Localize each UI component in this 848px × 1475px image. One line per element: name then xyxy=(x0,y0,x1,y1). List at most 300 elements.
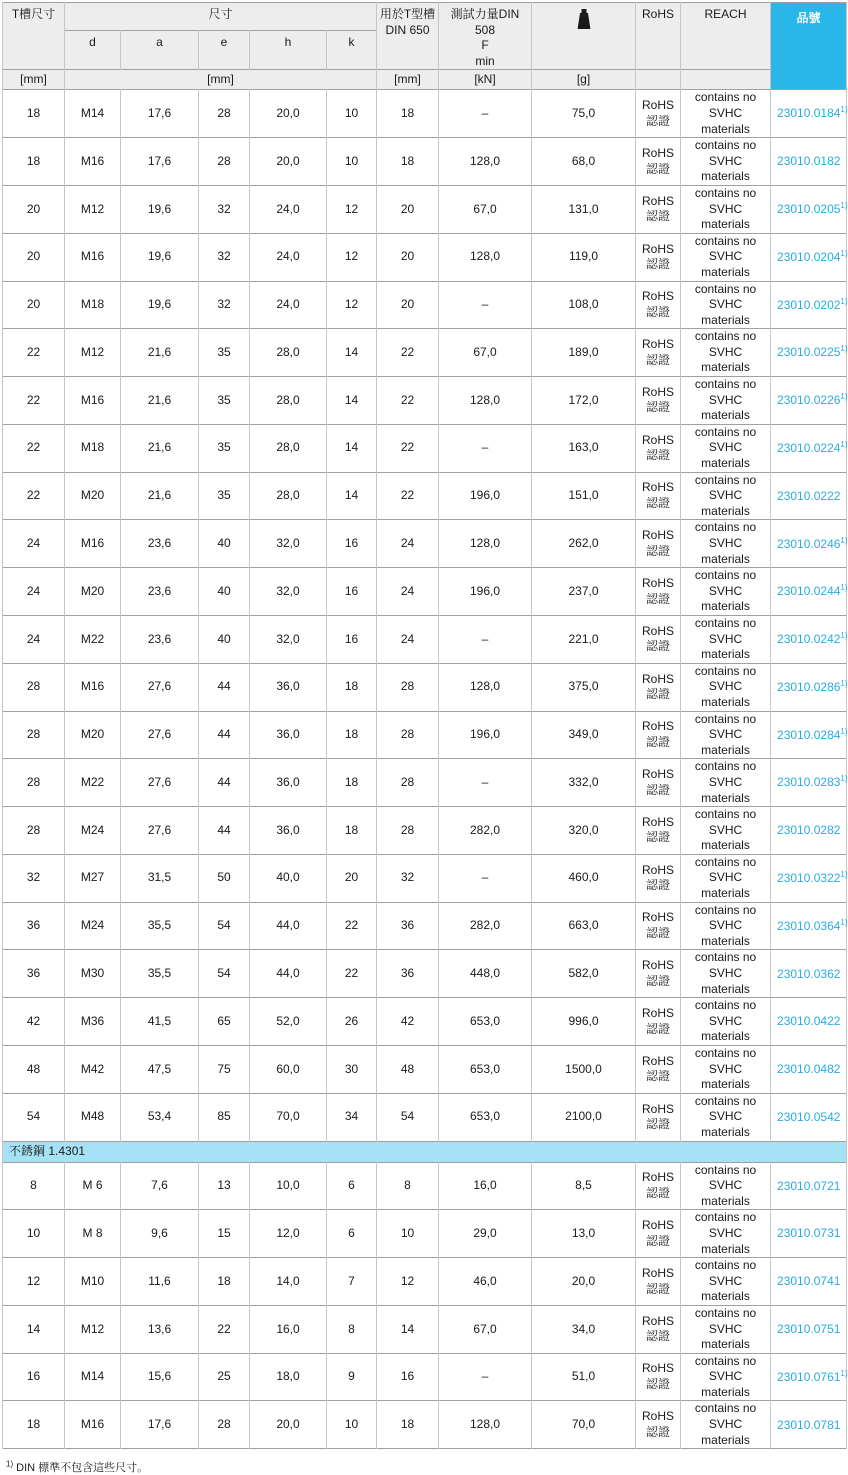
table-row xyxy=(3,233,847,281)
part-number[interactable]: 23010.0242 xyxy=(777,632,841,647)
section-header-row xyxy=(3,1141,847,1162)
cell-groove-size: 14 xyxy=(3,1305,65,1353)
cell-test-force: 282,0 xyxy=(439,902,532,950)
rohs-certified-label: RoHS xyxy=(642,384,675,399)
cell-rohs xyxy=(636,568,681,616)
cell-weight: 375,0 xyxy=(532,663,636,711)
part-number-link[interactable] xyxy=(771,281,847,329)
cell-e: 28 xyxy=(199,1401,250,1449)
cell-groove-size: 28 xyxy=(3,807,65,855)
cell-k: 10 xyxy=(327,90,377,138)
cell-weight: 663,0 xyxy=(532,902,636,950)
cell-h: 32,0 xyxy=(250,520,327,568)
part-number-link[interactable] xyxy=(771,615,847,663)
part-number-link[interactable] xyxy=(771,138,847,186)
table-row xyxy=(3,281,847,329)
cell-t-slot: 22 xyxy=(377,424,439,472)
cell-t-slot: 22 xyxy=(377,472,439,520)
part-number-link[interactable] xyxy=(771,902,847,950)
cell-rohs xyxy=(636,138,681,186)
cell-e: 40 xyxy=(199,520,250,568)
cell-e: 35 xyxy=(199,472,250,520)
cell-test-force: 196,0 xyxy=(439,472,532,520)
col-header-test-force xyxy=(439,3,532,70)
cell-reach: contains no SVHC materials xyxy=(681,759,771,807)
cell-d: M24 xyxy=(65,902,121,950)
rohs-certified-label: RoHS xyxy=(642,1170,675,1185)
part-number-link[interactable] xyxy=(771,663,847,711)
cell-d: M22 xyxy=(65,615,121,663)
cell-test-force: 282,0 xyxy=(439,807,532,855)
part-number[interactable]: 23010.0244 xyxy=(777,584,841,599)
col-header-k: k xyxy=(327,31,377,70)
cell-weight: 996,0 xyxy=(532,998,636,1046)
cell-weight: 108,0 xyxy=(532,281,636,329)
cell-a: 7,6 xyxy=(121,1162,199,1210)
part-number-link[interactable] xyxy=(771,759,847,807)
part-number-link[interactable] xyxy=(771,377,847,425)
part-number[interactable]: 23010.0226 xyxy=(777,393,841,408)
cell-h: 28,0 xyxy=(250,424,327,472)
cell-reach: contains no SVHC materials xyxy=(681,807,771,855)
cell-a: 15,6 xyxy=(121,1353,199,1401)
cell-e: 65 xyxy=(199,998,250,1046)
part-number[interactable]: 23010.0542 xyxy=(777,1109,841,1124)
col-header-reach: REACH xyxy=(681,3,771,70)
cell-d: M16 xyxy=(65,377,121,425)
cell-test-force: – xyxy=(439,424,532,472)
cell-e: 32 xyxy=(199,185,250,233)
cell-rohs xyxy=(636,998,681,1046)
cell-weight: 262,0 xyxy=(532,520,636,568)
cell-e: 85 xyxy=(199,1093,250,1141)
rohs-certified-label: RoHS xyxy=(642,862,675,877)
cell-a: 27,6 xyxy=(121,711,199,759)
rohs-certified-label: RoHS xyxy=(642,814,675,829)
cell-rohs xyxy=(636,185,681,233)
cell-a: 27,6 xyxy=(121,759,199,807)
table-row xyxy=(3,711,847,759)
cell-d: M42 xyxy=(65,1046,121,1094)
cell-test-force: 653,0 xyxy=(439,998,532,1046)
part-number-link[interactable] xyxy=(771,1353,847,1401)
footnote-marker-1: 1) xyxy=(6,1459,14,1469)
cell-a: 17,6 xyxy=(121,1401,199,1449)
cell-e: 44 xyxy=(199,807,250,855)
cell-a: 41,5 xyxy=(121,998,199,1046)
footnote-marker: 1) xyxy=(840,726,848,736)
cell-test-force: 29,0 xyxy=(439,1210,532,1258)
part-number-link[interactable] xyxy=(771,1093,847,1141)
col-header-e: e xyxy=(199,31,250,70)
cell-d: M16 xyxy=(65,663,121,711)
cell-reach: contains no SVHC materials xyxy=(681,472,771,520)
rohs-certified-label-cjk: 認證 xyxy=(646,400,671,415)
table-row xyxy=(3,663,847,711)
cell-k: 34 xyxy=(327,1093,377,1141)
cell-k: 20 xyxy=(327,854,377,902)
rohs-certified-label-cjk: 認證 xyxy=(646,687,671,702)
rohs-certified-label: RoHS xyxy=(642,1218,675,1233)
cell-h: 24,0 xyxy=(250,233,327,281)
part-number[interactable]: 23010.0224 xyxy=(777,440,841,455)
cell-reach: contains no SVHC materials xyxy=(681,1046,771,1094)
cell-h: 36,0 xyxy=(250,807,327,855)
rohs-certified-label-cjk: 認證 xyxy=(646,1281,671,1296)
part-number-link[interactable] xyxy=(771,1258,847,1306)
unit-rohs-empty xyxy=(636,70,681,90)
unit-weight-g: [g] xyxy=(532,70,636,90)
cell-groove-size: 20 xyxy=(3,233,65,281)
cell-t-slot: 8 xyxy=(377,1162,439,1210)
rohs-certified-label-cjk: 認證 xyxy=(646,926,671,941)
cell-a: 23,6 xyxy=(121,568,199,616)
section-divider-body xyxy=(3,1141,847,1162)
cell-test-force: 67,0 xyxy=(439,329,532,377)
cell-groove-size: 12 xyxy=(3,1258,65,1306)
cell-d: M27 xyxy=(65,854,121,902)
cell-d: M22 xyxy=(65,759,121,807)
rohs-certified-label: RoHS xyxy=(642,193,675,208)
cell-test-force: – xyxy=(439,281,532,329)
cell-h: 52,0 xyxy=(250,998,327,1046)
rohs-certified-label-cjk: 認證 xyxy=(646,1185,671,1200)
cell-h: 44,0 xyxy=(250,950,327,998)
table-row xyxy=(3,950,847,998)
cell-k: 10 xyxy=(327,138,377,186)
cell-rohs xyxy=(636,520,681,568)
cell-groove-size: 24 xyxy=(3,615,65,663)
cell-d: M10 xyxy=(65,1258,121,1306)
cell-reach: contains no SVHC materials xyxy=(681,1353,771,1401)
part-number[interactable]: 23010.0282 xyxy=(777,823,841,838)
rohs-certified-label-cjk: 認證 xyxy=(646,1329,671,1344)
cell-t-slot: 18 xyxy=(377,138,439,186)
table-row xyxy=(3,1210,847,1258)
footnote-text: DIN 標準不包含這些尺寸。 xyxy=(13,1462,149,1475)
cell-test-force: 67,0 xyxy=(439,185,532,233)
cell-t-slot: 24 xyxy=(377,520,439,568)
cell-weight: 75,0 xyxy=(532,90,636,138)
cell-a: 35,5 xyxy=(121,902,199,950)
part-number-link[interactable] xyxy=(771,854,847,902)
cell-k: 12 xyxy=(327,185,377,233)
rohs-certified-label-cjk: 認證 xyxy=(646,591,671,606)
cell-t-slot: 42 xyxy=(377,998,439,1046)
part-number[interactable]: 23010.0751 xyxy=(777,1322,841,1336)
cell-groove-size: 24 xyxy=(3,520,65,568)
cell-a: 17,6 xyxy=(121,138,199,186)
rohs-certified-label-cjk: 認證 xyxy=(646,1377,671,1392)
cell-rohs xyxy=(636,233,681,281)
rohs-certified-label: RoHS xyxy=(642,1101,675,1116)
cell-d: M20 xyxy=(65,568,121,616)
rohs-certified-label-cjk: 認證 xyxy=(646,734,671,749)
cell-test-force: – xyxy=(439,615,532,663)
table-row xyxy=(3,1162,847,1210)
part-number-link[interactable] xyxy=(771,90,847,138)
unit-dims-mm: [mm] xyxy=(65,70,377,90)
table-row xyxy=(3,377,847,425)
table-row xyxy=(3,520,847,568)
cell-weight: 51,0 xyxy=(532,1353,636,1401)
cell-k: 14 xyxy=(327,377,377,425)
part-number[interactable]: 23010.0761 xyxy=(777,1369,841,1384)
cell-reach: contains no SVHC materials xyxy=(681,233,771,281)
cell-weight: 1500,0 xyxy=(532,1046,636,1094)
cell-k: 12 xyxy=(327,233,377,281)
cell-reach: contains no SVHC materials xyxy=(681,281,771,329)
stainless-section-body xyxy=(3,1162,847,1449)
cell-h: 28,0 xyxy=(250,472,327,520)
rohs-certified-label-cjk: 認證 xyxy=(646,782,671,797)
table-row xyxy=(3,615,847,663)
cell-groove-size: 22 xyxy=(3,424,65,472)
cell-e: 44 xyxy=(199,711,250,759)
part-number[interactable]: 23010.0204 xyxy=(777,249,841,264)
part-number-link[interactable] xyxy=(771,424,847,472)
rohs-certified-label: RoHS xyxy=(642,241,675,256)
cell-t-slot: 20 xyxy=(377,281,439,329)
rohs-certified-label: RoHS xyxy=(642,528,675,543)
cell-groove-size: 18 xyxy=(3,1401,65,1449)
part-number-link[interactable] xyxy=(771,329,847,377)
cell-d: M20 xyxy=(65,472,121,520)
cell-reach: contains no SVHC materials xyxy=(681,1258,771,1306)
footnote-marker: 1) xyxy=(840,248,848,258)
part-number[interactable]: 23010.0205 xyxy=(777,202,841,217)
cell-test-force: 16,0 xyxy=(439,1162,532,1210)
part-number-link[interactable] xyxy=(771,472,847,520)
cell-e: 50 xyxy=(199,854,250,902)
cell-reach: contains no SVHC materials xyxy=(681,377,771,425)
rohs-certified-label-cjk: 認證 xyxy=(646,1424,671,1439)
rohs-certified-label: RoHS xyxy=(642,337,675,352)
part-number-link[interactable] xyxy=(771,998,847,1046)
part-number[interactable]: 23010.0482 xyxy=(777,1062,841,1077)
cell-reach: contains no SVHC materials xyxy=(681,663,771,711)
cell-test-force: 653,0 xyxy=(439,1046,532,1094)
cell-rohs xyxy=(636,90,681,138)
cell-d: M16 xyxy=(65,233,121,281)
cell-a: 47,5 xyxy=(121,1046,199,1094)
table-row xyxy=(3,138,847,186)
part-number[interactable]: 23010.0246 xyxy=(777,536,841,551)
cell-groove-size: 22 xyxy=(3,472,65,520)
cell-weight: 70,0 xyxy=(532,1401,636,1449)
cell-d: M48 xyxy=(65,1093,121,1141)
cell-d: M30 xyxy=(65,950,121,998)
cell-rohs xyxy=(636,615,681,663)
part-number-link[interactable] xyxy=(771,1162,847,1210)
part-number-link[interactable] xyxy=(771,711,847,759)
table-row xyxy=(3,759,847,807)
cell-rohs xyxy=(636,1093,681,1141)
cell-test-force: 448,0 xyxy=(439,950,532,998)
table-row xyxy=(3,1093,847,1141)
cell-e: 28 xyxy=(199,90,250,138)
col-header-h: h xyxy=(250,31,327,70)
cell-rohs xyxy=(636,1046,681,1094)
cell-reach: contains no SVHC materials xyxy=(681,1210,771,1258)
cell-t-slot: 48 xyxy=(377,1046,439,1094)
cell-k: 14 xyxy=(327,329,377,377)
cell-t-slot: 14 xyxy=(377,1305,439,1353)
part-number-link[interactable] xyxy=(771,1305,847,1353)
cell-a: 19,6 xyxy=(121,185,199,233)
cell-t-slot: 28 xyxy=(377,663,439,711)
cell-rohs xyxy=(636,377,681,425)
part-number-link[interactable] xyxy=(771,1210,847,1258)
cell-e: 22 xyxy=(199,1305,250,1353)
cell-test-force: 128,0 xyxy=(439,138,532,186)
cell-weight: 460,0 xyxy=(532,854,636,902)
cell-d: M12 xyxy=(65,329,121,377)
cell-h: 40,0 xyxy=(250,854,327,902)
part-number-link[interactable] xyxy=(771,807,847,855)
cell-d: M16 xyxy=(65,138,121,186)
part-number[interactable]: 23010.0222 xyxy=(777,488,841,503)
cell-e: 75 xyxy=(199,1046,250,1094)
part-number-link[interactable] xyxy=(771,1401,847,1449)
cell-reach: contains no SVHC materials xyxy=(681,902,771,950)
rohs-certified-label: RoHS xyxy=(642,671,675,686)
part-number-link[interactable] xyxy=(771,520,847,568)
cell-reach: contains no SVHC materials xyxy=(681,711,771,759)
part-number[interactable]: 23010.0322 xyxy=(777,870,841,885)
cell-k: 7 xyxy=(327,1258,377,1306)
cell-k: 16 xyxy=(327,568,377,616)
rohs-certified-label-cjk: 認證 xyxy=(646,973,671,988)
cell-weight: 320,0 xyxy=(532,807,636,855)
rohs-certified-label: RoHS xyxy=(642,1313,675,1328)
rohs-certified-label-cjk: 認證 xyxy=(646,639,671,654)
cell-groove-size: 18 xyxy=(3,138,65,186)
part-number[interactable]: 23010.0182 xyxy=(777,154,841,169)
t-slot-nut-spec-table xyxy=(2,2,847,1449)
cell-reach: contains no SVHC materials xyxy=(681,138,771,186)
cell-groove-size: 22 xyxy=(3,329,65,377)
part-number[interactable]: 23010.0286 xyxy=(777,679,841,694)
cell-weight: 163,0 xyxy=(532,424,636,472)
unit-force-kn: [kN] xyxy=(439,70,532,90)
col-header-groove-size: T槽尺寸 xyxy=(3,3,65,70)
cell-weight: 332,0 xyxy=(532,759,636,807)
cell-h: 20,0 xyxy=(250,1401,327,1449)
part-number[interactable]: 23010.0721 xyxy=(777,1178,841,1193)
footnote-marker: 1) xyxy=(840,678,848,688)
cell-rohs xyxy=(636,472,681,520)
cell-weight: 237,0 xyxy=(532,568,636,616)
part-number[interactable]: 23010.0362 xyxy=(777,966,841,981)
cell-groove-size: 28 xyxy=(3,711,65,759)
col-header-a: a xyxy=(121,31,199,70)
part-number[interactable]: 23010.0284 xyxy=(777,727,841,742)
rohs-certified-label-cjk: 認證 xyxy=(646,830,671,845)
cell-d: M18 xyxy=(65,281,121,329)
cell-h: 36,0 xyxy=(250,759,327,807)
cell-rohs xyxy=(636,854,681,902)
test-force-label: 測試力量DIN 508 xyxy=(450,7,520,37)
table-row xyxy=(3,1305,847,1353)
unit-reach-empty xyxy=(681,70,771,90)
cell-rohs xyxy=(636,1305,681,1353)
cell-rohs xyxy=(636,424,681,472)
footnote-marker: 1) xyxy=(840,296,848,306)
cell-rohs xyxy=(636,281,681,329)
part-number-link[interactable] xyxy=(771,1046,847,1094)
cell-t-slot: 24 xyxy=(377,568,439,616)
part-number[interactable]: 23010.0202 xyxy=(777,297,841,312)
part-number[interactable]: 23010.0225 xyxy=(777,345,841,360)
cell-a: 53,4 xyxy=(121,1093,199,1141)
cell-e: 44 xyxy=(199,663,250,711)
cell-t-slot: 32 xyxy=(377,854,439,902)
rohs-certified-label: RoHS xyxy=(642,145,675,160)
part-number[interactable]: 23010.0422 xyxy=(777,1014,841,1029)
cell-h: 24,0 xyxy=(250,185,327,233)
cell-rohs xyxy=(636,1258,681,1306)
cell-test-force: – xyxy=(439,854,532,902)
part-number[interactable]: 23010.0781 xyxy=(777,1417,841,1432)
cell-h: 60,0 xyxy=(250,1046,327,1094)
cell-d: M16 xyxy=(65,520,121,568)
cell-k: 16 xyxy=(327,615,377,663)
cell-reach: contains no SVHC materials xyxy=(681,520,771,568)
cell-weight: 221,0 xyxy=(532,615,636,663)
cell-rohs xyxy=(636,663,681,711)
cell-h: 44,0 xyxy=(250,902,327,950)
part-number-link[interactable] xyxy=(771,185,847,233)
cell-d: M24 xyxy=(65,807,121,855)
cell-e: 13 xyxy=(199,1162,250,1210)
cell-test-force: 196,0 xyxy=(439,568,532,616)
col-header-rohs: RoHS xyxy=(636,3,681,70)
cell-e: 25 xyxy=(199,1353,250,1401)
cell-rohs xyxy=(636,807,681,855)
cell-a: 27,6 xyxy=(121,663,199,711)
footnote-marker: 1) xyxy=(840,869,848,879)
cell-weight: 582,0 xyxy=(532,950,636,998)
part-number-link[interactable] xyxy=(771,568,847,616)
cell-t-slot: 36 xyxy=(377,950,439,998)
part-number[interactable]: 23010.0731 xyxy=(777,1226,841,1241)
part-number[interactable]: 23010.0741 xyxy=(777,1274,841,1289)
part-number[interactable]: 23010.0184 xyxy=(777,106,841,121)
cell-groove-size: 18 xyxy=(3,90,65,138)
cell-test-force: 46,0 xyxy=(439,1258,532,1306)
table-row xyxy=(3,1046,847,1094)
cell-k: 18 xyxy=(327,663,377,711)
cell-k: 14 xyxy=(327,424,377,472)
table-row xyxy=(3,472,847,520)
part-number[interactable]: 23010.0283 xyxy=(777,775,841,790)
table-row xyxy=(3,424,847,472)
part-number-link[interactable] xyxy=(771,950,847,998)
cell-test-force: 128,0 xyxy=(439,377,532,425)
cell-t-slot: 22 xyxy=(377,329,439,377)
cell-reach: contains no SVHC materials xyxy=(681,568,771,616)
din650-label: DIN 650 xyxy=(385,22,430,37)
part-number-link[interactable] xyxy=(771,233,847,281)
cell-h: 20,0 xyxy=(250,90,327,138)
unit-slot-mm: [mm] xyxy=(377,70,439,90)
part-number[interactable]: 23010.0364 xyxy=(777,918,841,933)
cell-weight: 119,0 xyxy=(532,233,636,281)
cell-test-force: 196,0 xyxy=(439,711,532,759)
cell-t-slot: 20 xyxy=(377,185,439,233)
cell-k: 8 xyxy=(327,1305,377,1353)
